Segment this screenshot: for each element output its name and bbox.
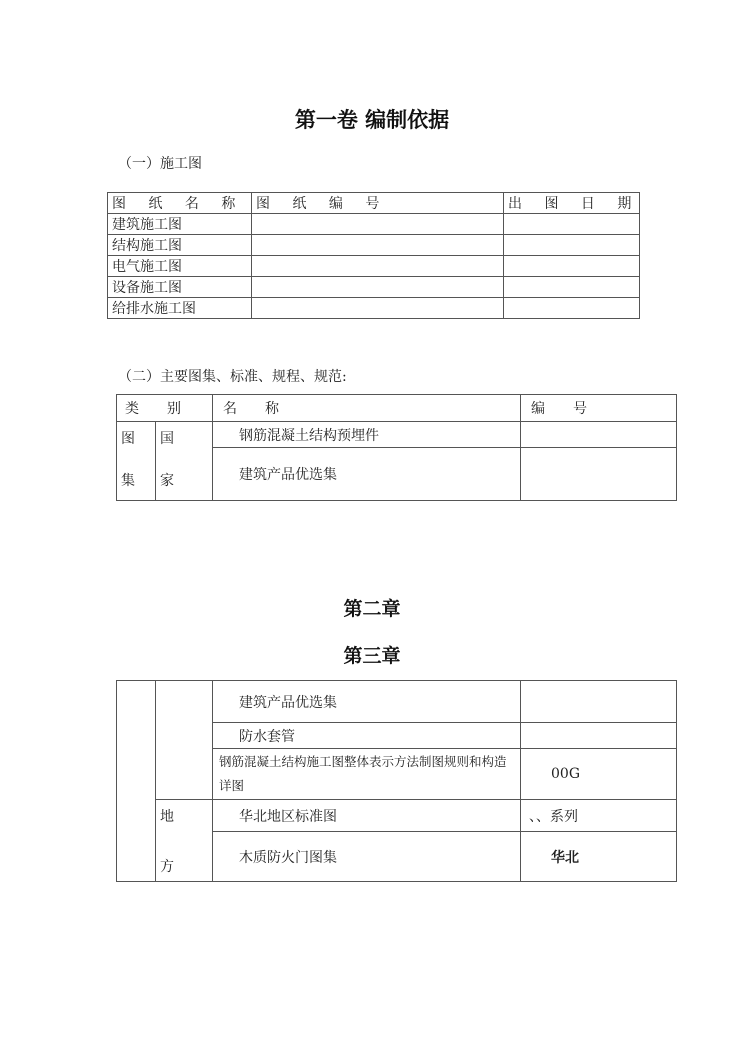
standards-table-continued bbox=[116, 680, 677, 882]
drawing-number bbox=[252, 214, 504, 235]
standard-number bbox=[521, 681, 677, 723]
standard-number: 、、系列 bbox=[521, 800, 677, 832]
chapter-2-heading: 第二章 bbox=[343, 598, 401, 620]
drawing-name: 电气施工图 bbox=[108, 256, 252, 277]
standard-name: 华北地区标准图 bbox=[213, 800, 521, 832]
table-row bbox=[108, 277, 640, 298]
category-char: 集 bbox=[121, 473, 135, 489]
drawing-name: 建筑施工图 bbox=[108, 214, 252, 235]
table-header-row bbox=[108, 193, 640, 214]
drawing-date bbox=[504, 277, 640, 298]
table-row bbox=[117, 800, 677, 832]
drawing-name: 给排水施工图 bbox=[108, 298, 252, 319]
standard-name: 建筑产品优选集 bbox=[213, 681, 521, 723]
standard-name: 防水套管 bbox=[213, 723, 521, 749]
table-row bbox=[117, 422, 677, 448]
standard-number: 华北 bbox=[521, 832, 677, 882]
drawing-date bbox=[504, 256, 640, 277]
table-row bbox=[108, 214, 640, 235]
drawing-number bbox=[252, 256, 504, 277]
standard-name: 建筑产品优选集 bbox=[213, 448, 521, 501]
header-cell: 图 纸 名 称 bbox=[108, 193, 252, 214]
table-row bbox=[108, 298, 640, 319]
standard-name: 木质防火门图集 bbox=[213, 832, 521, 882]
drawing-number bbox=[252, 235, 504, 256]
section-heading-drawings: （一）施工图 bbox=[118, 156, 202, 172]
volume-title: 第一卷 编制依据 bbox=[294, 108, 450, 132]
table-row bbox=[108, 256, 640, 277]
table-header-row bbox=[117, 395, 677, 422]
chapter-3-heading: 第三章 bbox=[343, 645, 401, 667]
subcategory-char: 方 bbox=[160, 859, 174, 875]
standard-number bbox=[521, 422, 677, 448]
section-heading-standards: （二）主要图集、标准、规程、规范: bbox=[118, 369, 347, 385]
standards-table bbox=[116, 394, 677, 501]
subcategory-cell bbox=[156, 422, 213, 501]
subcategory-char: 国 bbox=[160, 431, 174, 447]
category-cell bbox=[117, 681, 156, 882]
subcategory-cell bbox=[156, 681, 213, 800]
drawings-table bbox=[107, 192, 640, 319]
drawing-number bbox=[252, 277, 504, 298]
subcategory-char: 家 bbox=[160, 473, 174, 489]
table-row bbox=[108, 235, 640, 256]
standard-number: 00G bbox=[521, 749, 677, 800]
header-category: 类 别 bbox=[117, 395, 213, 422]
drawing-name: 设备施工图 bbox=[108, 277, 252, 298]
category-char: 图 bbox=[121, 431, 135, 447]
header-cell: 图 纸 编 号 bbox=[252, 193, 504, 214]
header-name: 名 称 bbox=[213, 395, 521, 422]
subcategory-char: 地 bbox=[160, 809, 174, 825]
table-row bbox=[117, 681, 677, 723]
header-cell: 出 图 日 期 bbox=[504, 193, 640, 214]
drawing-number bbox=[252, 298, 504, 319]
drawing-date bbox=[504, 298, 640, 319]
standard-number bbox=[521, 723, 677, 749]
drawing-date bbox=[504, 214, 640, 235]
category-cell bbox=[117, 422, 156, 501]
drawing-date bbox=[504, 235, 640, 256]
standard-name: 钢筋混凝土结构预埋件 bbox=[213, 422, 521, 448]
drawing-name: 结构施工图 bbox=[108, 235, 252, 256]
header-number: 编 号 bbox=[521, 395, 677, 422]
standard-name: 钢筋混凝土结构施工图整体表示方法制图规则和构造详图 bbox=[213, 749, 521, 800]
standard-number bbox=[521, 448, 677, 501]
subcategory-cell bbox=[156, 800, 213, 882]
